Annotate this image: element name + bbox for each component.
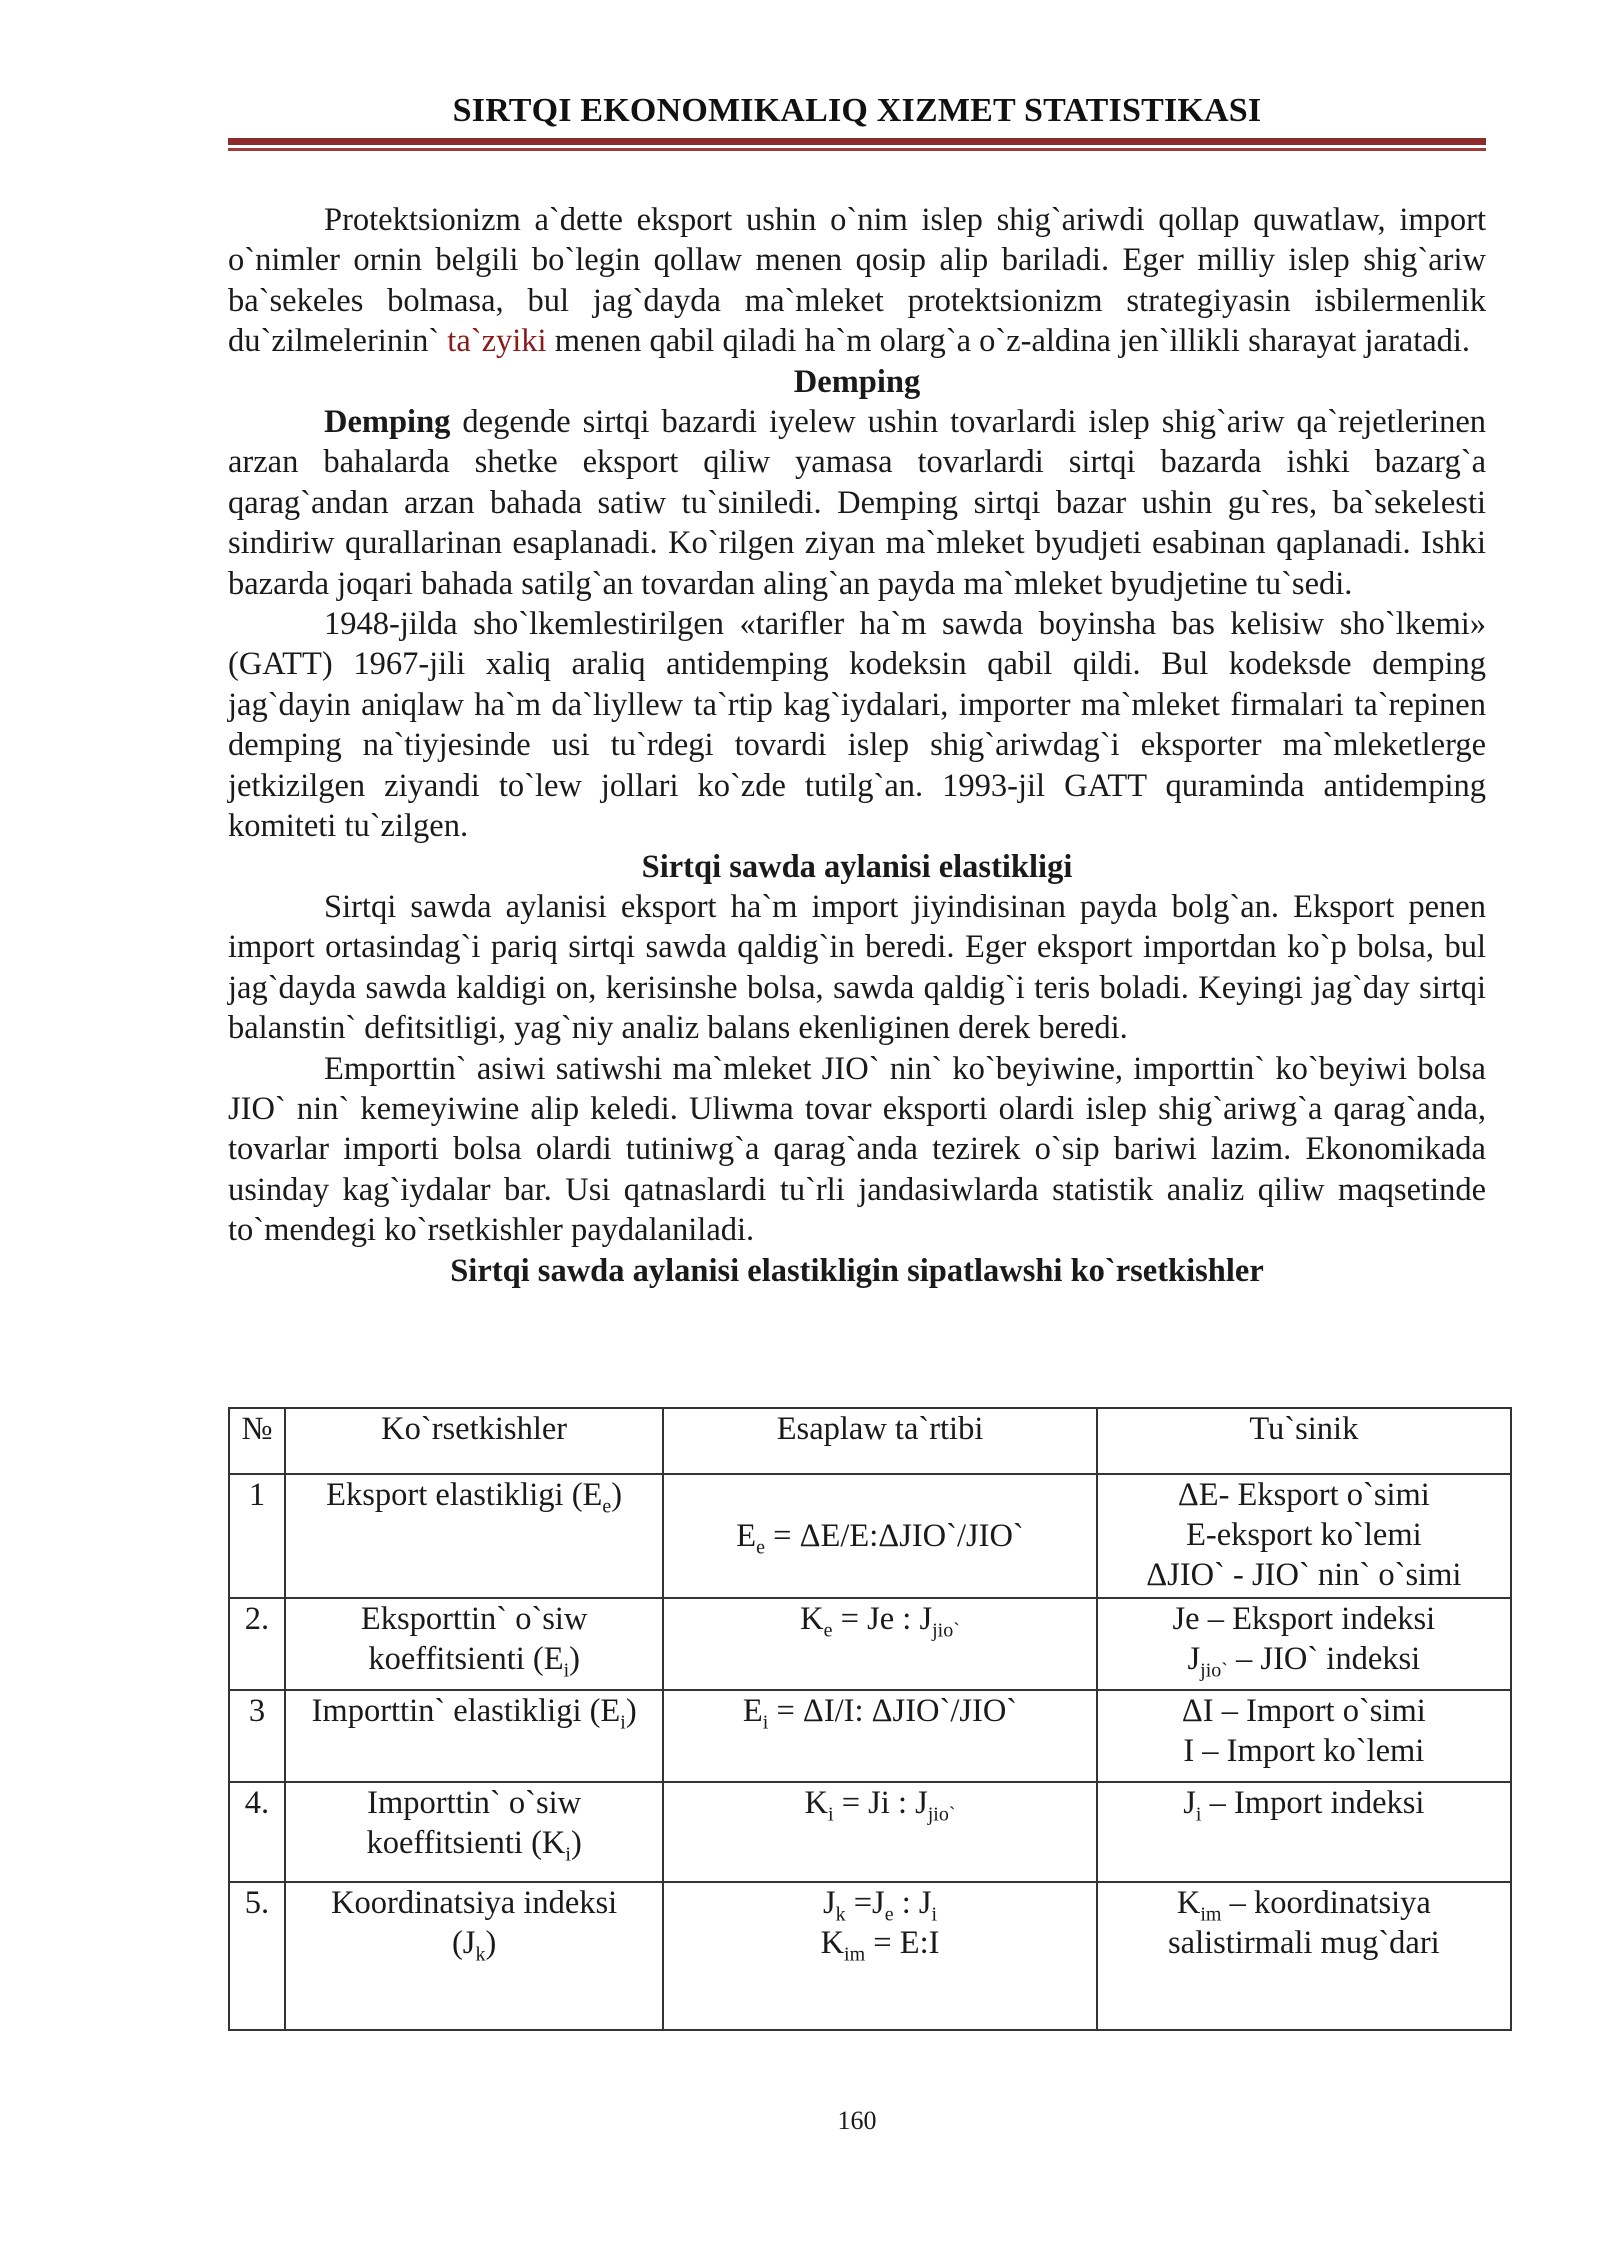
row-number: 5.	[229, 1882, 285, 2030]
paragraph-demping: Demping degende sirtqi bazardi iyelew ushin tovarlardi islep shig`ariw qa`rejetlerinen arzan bahalarda shetke eksport qiliw yamasa tovarlardi sirtqi bazarda ishki bazarg`a qarag`andan arzan bahada satiw tu`siniledi. Demping sirtqi bazar ushin gu`res, ba`sekelesti sindiriw qurallarinan esaplanadi. Ko`rilgen ziyan ma`mleket byudjeti esabinan qaplanadi. Ishki bazarda joqari bahada satilg`an tovardan aling`an payda ma`mleket byudjetine tu`sedi.	[228, 404, 1486, 602]
indicator-cell: Eksport elastikligi $(E_e)$	[285, 1474, 663, 1598]
page-number: 160	[837, 2106, 877, 2135]
table-row	[229, 1474, 1511, 1598]
body-text	[228, 200, 1486, 1291]
table-header-row	[229, 1408, 1511, 1474]
header-cell-explanation: Tu`sinik	[1097, 1408, 1511, 1474]
table-title: Sirtqi sawda aylanisi elastikligin sipatlawshi ko`rsetkishler	[450, 1252, 1264, 1289]
indicator-cell: Importtin` o`siw koeffitsienti $(K_i)$	[285, 1782, 663, 1882]
formula-cell: $J_k =J_e$ : $J_i$ $K_{im}$ = E:I	[663, 1882, 1096, 2030]
header-rule-thick	[228, 138, 1486, 145]
explanation-cell: $J_i$ – Import indeksi	[1097, 1782, 1511, 1882]
explanation-cell: Je – Eksport indeksi $J_{jio`}$ – JIO` indeksi	[1097, 1598, 1511, 1690]
row-number: 1	[229, 1474, 285, 1598]
running-head: SIRTQI EKONOMIKALIQ XIZMET STATISTIKASI	[452, 92, 1262, 129]
row-number: 3	[229, 1690, 285, 1782]
section-heading-demping: Demping	[793, 363, 921, 400]
table-row	[229, 1690, 1511, 1782]
row-number: 2.	[229, 1598, 285, 1690]
indicators-table	[228, 1407, 1512, 2031]
paragraph-export-import-growth: Emporttin` asiwi satiwshi ma`mleket JIO` nin` ko`beyiwine, importtin` ko`beyiwi bolsa JIO` nin` kemeyiwine alip keledi. Uliwma tovar eksporti olardi islep shig`ariwg`a qarag`anda, tovarlar importi bolsa olardi tutiniwg`a qarag`anda tezirek o`sip bariwi lazim. Ekonomikada usinday kag`iydalar bar. Usi qatnaslardi tu`rli jandasiwlarda statistik analiz qiliw maqsetinde to`mendegi ko`rsetkishler paydalaniladi.	[228, 1050, 1486, 1249]
indicator-cell: Koordinatsiya indeksi $(J_k)$	[285, 1882, 663, 2030]
section-heading-elasticity: Sirtqi sawda aylanisi elastikligi	[641, 848, 1073, 885]
highlighted-term: ta`zyiki	[447, 323, 547, 360]
formula-cell: $K_e = Je$ : $J_{jio`}$	[663, 1598, 1096, 1690]
paragraph-protectionism: Protektsionizm a`dette eksport ushin o`nim islep shig`ariwdi qollap quwatlaw, import o`nimler ornin belgili bo`legin qollaw menen qosip alip bariladi. Eger milliy islep shig`ariw ba`sekeles bolmasa, bul jag`dayda ma`mleket protektsionizm strategiyasin isbilermenlik du`zilmelerinin` ta`zyiki menen qabil qiladi ha`m olarg`a o`z-aldina jen`illikli sharayat jaratadi.	[228, 202, 1486, 360]
header-cell-number: №	[229, 1408, 285, 1474]
indicator-cell: Importtin` elastikligi $(E_i)$	[285, 1690, 663, 1782]
explanation-cell: $K_{im}$ – koordinatsiya salistirmali mug`dari	[1097, 1882, 1511, 2030]
indicator-cell: Eksporttin` o`siw koeffitsienti $(E_i)$	[285, 1598, 663, 1690]
header-cell-indicator: Ko`rsetkishler	[285, 1408, 663, 1474]
header-cell-formula: Esaplaw ta`rtibi	[663, 1408, 1096, 1474]
table-row	[229, 1882, 1511, 2030]
header-rule-thin	[228, 148, 1486, 151]
paragraph-trade-turnover: Sirtqi sawda aylanisi eksport ha`m import jiyindisinan payda bolg`an. Eksport penen import ortasindag`i pariq sirtqi sawda qaldig`in beredi. Eger eksport importdan ko`p bolsa, bul jag`dayda sawda kaldigi on, kerisinshe bolsa, sawda qaldig`i teris boladi. Keyingi jag`day sirtqi balanstin` defitsitligi, yag`niy analiz balans ekenliginen derek beredi.	[228, 888, 1486, 1047]
term-demping: Demping	[324, 404, 451, 441]
formula-cell: $E_e$ = ΔE/E:ΔJIO`/JIO`	[663, 1474, 1096, 1598]
formula-cell: $K_i = Ji$ : $J_{jio`}$	[663, 1782, 1096, 1882]
table-row	[229, 1782, 1511, 1882]
formula-cell: $E_i = \Delta I/I$: ΔJIO`/JIO`	[663, 1690, 1096, 1782]
explanation-cell: ΔE- Eksport o`simi E-eksport ko`lemi ΔJIO` - JIO` nin` o`simi	[1097, 1474, 1511, 1598]
row-number: 4.	[229, 1782, 285, 1882]
paragraph-gatt: 1948-jilda sho`lkemlestirilgen «tarifler ha`m sawda boyinsha bas kelisiw sho`lkemi» (GATT) 1967-jili xaliq araliq antidemping kodeksin qabil qildi. Bul kodeksde demping jag`dayin aniqlaw ha`m da`liyllew ta`rtip kag`iydalari, importer ma`mleket firmalari ta`repinen demping na`tiyjesinde usi tu`rdegi tovardi islep shig`ariwdag`i eksporter ma`mleketlerge jetkizilgen ziyandi to`lew jollari ko`zde tutilg`an. 1993-jil GATT quraminda antidemping komiteti tu`zilgen.	[228, 606, 1486, 845]
explanation-cell: ΔI – Import o`simi I – Import ko`lemi	[1097, 1690, 1511, 1782]
table-row	[229, 1598, 1511, 1690]
